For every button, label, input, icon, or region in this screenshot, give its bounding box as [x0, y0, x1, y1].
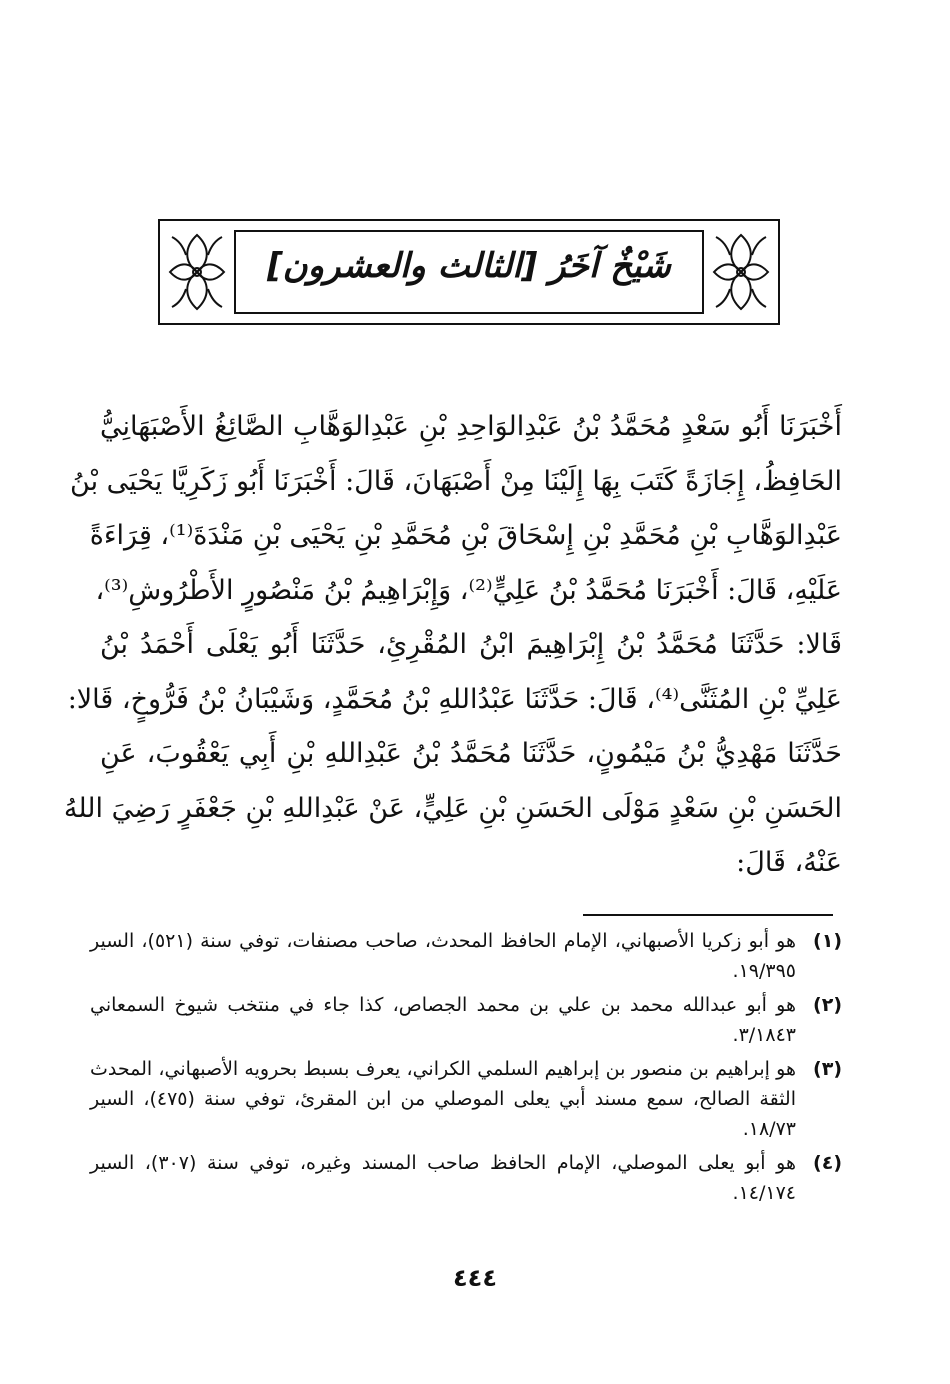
text-line: أَخْبَرَنَا أَبُو سَعْدٍ مُحَمَّدُ بْنُ عَبْدِالوَاحِدِ بْنِ عَبْدِالوَهَّابِ الصَّائِغُ الأَصْبَهَانِيُّ: [100, 411, 842, 442]
text-line: الحَافِظُ، إِجَازَةً كَتَبَ بِهَا إِلَيْنَا مِنْ أَصْبَهَانَ، قَالَ: أَخْبَرَنَا أَبُو زَكَرِيَّا يَحْيَى بْنُ: [70, 465, 842, 497]
footnote: [90, 990, 842, 1050]
footnote-number: (٣): [813, 1058, 842, 1080]
text-line: عَلِيِّ بْنِ المُثَنَّى⁽⁴⁾، قَالَ: حَدَّثَنَا عَبْدُاللهِ بْنُ مُحَمَّدٍ، وَشَيْبَانُ بْنُ فَرُّوخٍ، قَالا:: [67, 683, 842, 715]
hadith-text: [63, 400, 842, 891]
text-line: عَبْدِالوَهَّابِ بْنِ مُحَمَّدِ بْنِ إِسْحَاقَ بْنِ مُحَمَّدِ بْنِ يَحْيَى بْنِ مَنْدَةَ⁽¹⁾، قِرَاءَةً: [89, 520, 842, 551]
text-line: عَنْهُ، قَالَ:: [736, 847, 842, 878]
footnote-number: (١): [813, 930, 842, 952]
page-number: ٤٤٤: [453, 1264, 497, 1292]
footnote-separator: [583, 914, 833, 916]
footnote-text: هو أبو عبدالله محمد بن علي بن محمد الجصاص، كذا جاء في منتخب شيوخ السمعاني ٣/١٨٤٣.: [90, 994, 796, 1046]
footnote: [90, 926, 842, 986]
footnote-text: هو أبو يعلى الموصلي، الإمام الحافظ صاحب المسند وغيره، توفي سنة (٣٠٧)، السير ١٤/١٧٤.: [90, 1152, 796, 1204]
footnote-text: هو إبراهيم بن منصور بن إبراهيم السلمي الكراني، يعرف بسبط بحرويه الأصبهاني، المحدث الثقة الصالح، سمع مسند أبي يعلى الموصلي من ابن المقرئ، توفي سنة (٤٧٥)، السير ١٨/٧٣.: [90, 1058, 796, 1140]
text-line: حَدَّثَنَا مَهْدِيُّ بْنُ مَيْمُونٍ، حَدَّثَنَا مُحَمَّدُ بْنُ عَبْدِاللهِ بْنِ أَبِي يَعْقُوبَ، عَنِ: [100, 738, 842, 769]
footnote-number: (٤): [813, 1152, 842, 1174]
footnote: [90, 1148, 842, 1208]
chapter-title-frame: [158, 219, 780, 325]
footnote: [90, 1054, 842, 1144]
text-line: عَلَيْهِ، قَالَ: أَخْبَرَنَا مُحَمَّدُ بْنُ عَلِيٍّ⁽²⁾، وَإِبْرَاهِيمُ بْنُ مَنْصُورٍ الأَطْرُوشِ⁽³⁾،: [95, 574, 842, 606]
text-line: الحَسَنِ بْنِ سَعْدٍ مَوْلَى الحَسَنِ بْنِ عَلِيٍّ، عَنْ عَبْدِاللهِ بْنِ جَعْفَرٍ رَضِيَ اللهُ: [63, 792, 842, 824]
chapter-title-box: [234, 230, 704, 314]
floral-ornament-icon: [708, 227, 774, 317]
chapter-title: شَيْخٌ آخَرُ [الثالث والعشرون]: [267, 246, 671, 286]
text-line: قَالا: حَدَّثَنَا مُحَمَّدُ بْنُ إِبْرَاهِيمَ ابْنُ المُقْرِئِ، حَدَّثَنَا أَبُو يَعْلَى أَحْمَدُ بْنُ: [100, 629, 842, 660]
floral-ornament-icon: [164, 227, 230, 317]
footnote-text: هو أبو زكريا الأصبهاني، الإمام الحافظ المحدث، صاحب مصنفات، توفي سنة (٥٢١)، السير ١٩/٣٩٥.: [90, 930, 796, 982]
footnote-number: (٢): [813, 994, 842, 1016]
footnotes: [90, 926, 842, 1212]
